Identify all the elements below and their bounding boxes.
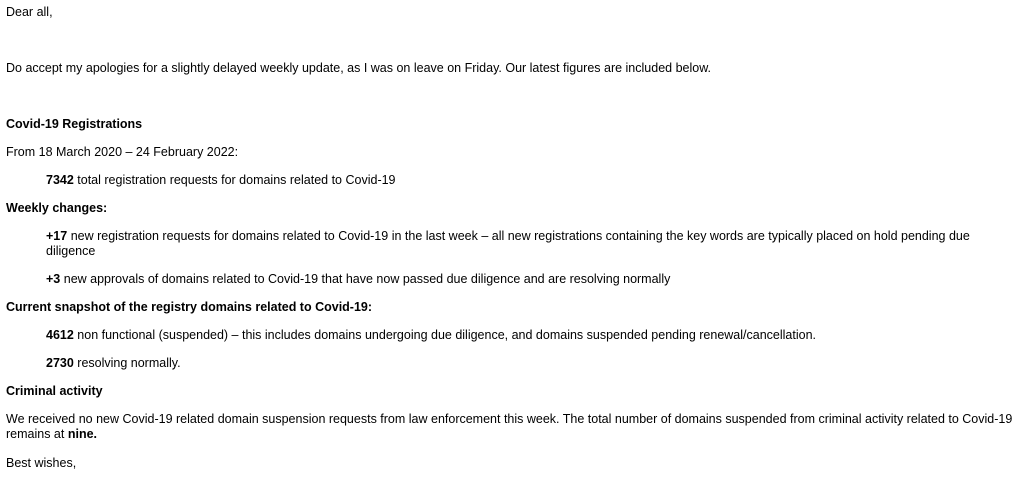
resolving-item — [46, 356, 1015, 371]
registrations-period: From 18 March 2020 – 24 February 2022: — [6, 145, 239, 159]
greeting: Dear all, — [6, 5, 53, 19]
total-registrations-text: total registration requests for domains related to Covid-19 — [73, 173, 396, 187]
criminal-activity-count: nine — [67, 427, 94, 441]
resolving-count: 2730 — [46, 356, 74, 370]
snapshot-heading: Current snapshot of the registry domains related to Covid-19: — [6, 300, 373, 314]
criminal-activity-paragraph — [6, 412, 1015, 442]
new-approvals-item — [46, 272, 1015, 287]
suspended-text: non functional (suspended) – this includes domains undergoing due diligence, and domains suspended pending renewal/cancellation. — [73, 328, 816, 342]
new-requests-item — [46, 229, 1015, 259]
new-requests-count: +17 — [46, 229, 68, 243]
suspended-item — [46, 328, 1015, 343]
weekly-changes-heading: Weekly changes: — [6, 201, 108, 215]
total-registrations-count: 7342 — [46, 173, 74, 187]
new-approvals-count: +3 — [46, 272, 61, 286]
new-requests-text: new registration requests for domains related to Covid-19 in the last week – all new registrations containing the key words are typically placed on hold pending due diligence — [46, 229, 970, 258]
suspended-count: 4612 — [46, 328, 74, 342]
registrations-heading: Covid-19 Registrations — [6, 117, 143, 131]
resolving-text: resolving normally. — [73, 356, 181, 370]
new-approvals-text: new approvals of domains related to Covid-19 that have now passed due diligence and are resolving normally — [60, 272, 671, 286]
criminal-activity-heading: Criminal activity — [6, 384, 103, 398]
intro-paragraph: Do accept my apologies for a slightly delayed weekly update, as I was on leave on Friday. Our latest figures are included below. — [6, 61, 712, 75]
criminal-activity-text: We received no new Covid-19 related domain suspension requests from law enforcement this week. The total number of domains suspended from criminal activity related to Covid-19 remains at — [6, 412, 1013, 441]
criminal-activity-end: . — [93, 427, 98, 441]
total-registrations-item — [46, 173, 1015, 188]
signoff: Best wishes, — [6, 456, 77, 470]
